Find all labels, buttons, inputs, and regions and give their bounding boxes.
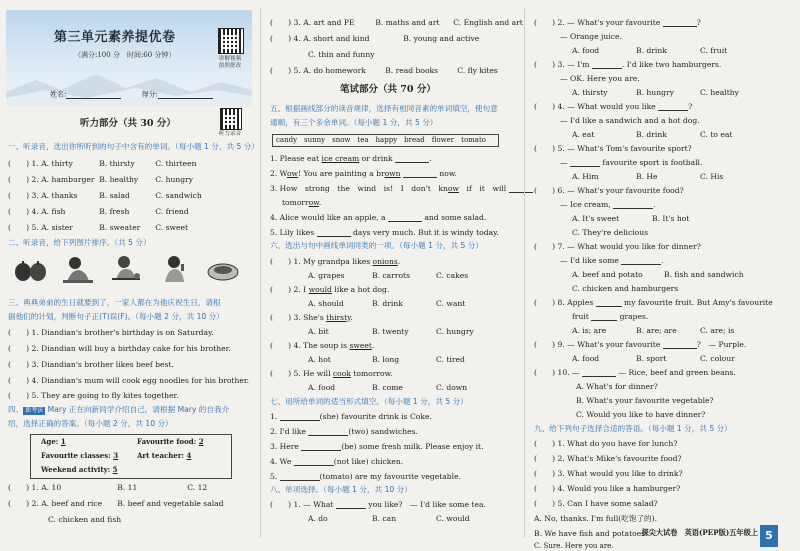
text: . I'd like two hamburgers. <box>621 60 722 69</box>
mary-info-table <box>30 434 232 479</box>
column-divider-2 <box>524 8 525 538</box>
score-blank[interactable] <box>158 90 213 99</box>
text[interactable]: ( ) 4. The soup is <box>270 341 350 350</box>
c2-q4-option-c: C. thin and funny <box>308 50 375 59</box>
text: fruit <box>572 312 592 321</box>
underlined: ice cream <box>321 154 360 163</box>
answer-blank[interactable] <box>621 256 664 265</box>
text: . <box>429 154 432 163</box>
s6-q2 <box>270 285 389 294</box>
underlined: thirsty <box>326 313 351 322</box>
s8-q4-line2: — I'd like a sandwich and a hot dog. <box>560 116 700 125</box>
text: 5. Lily likes <box>270 228 317 237</box>
text: — Rice, beef and green beans. <box>616 368 736 377</box>
food-row <box>137 438 204 447</box>
text: 1. <box>270 412 280 421</box>
s8-q5-options <box>572 172 723 181</box>
option-b: B. 11 <box>117 483 138 492</box>
s9-q4[interactable]: ( ) 4. Would you like a hamburger? <box>534 484 681 493</box>
option-a: A. thanks <box>41 191 78 200</box>
s8-q6[interactable]: ( ) 6. — What's your favourite food? <box>534 186 684 195</box>
section-6-heading: 六、选出与句中画线单词同类的一项。（每小题 1 分，共 5 分） <box>270 241 483 250</box>
text: favourite sport is football. <box>600 158 703 167</box>
section-9-heading: 九、给下列句子选择合适的答语。（每小题 1 分，共 5 分） <box>534 424 732 433</box>
option-c: C. hungry <box>436 327 474 336</box>
s4-q2 <box>8 499 224 508</box>
text: . <box>653 200 656 209</box>
option-c: C. to eat <box>700 130 733 139</box>
option-b: B. fish and sandwich <box>664 270 744 279</box>
text: 4. Alice would like an apple, a <box>270 213 388 222</box>
text: . <box>371 341 375 350</box>
footer-book-title: 探尖大试卷 英语(PEP版)五年级上 <box>641 528 758 537</box>
qr-code-icon[interactable] <box>218 28 244 54</box>
s9-answer-b: B. We have fish and potatoes. <box>534 529 648 538</box>
underlined: onions <box>372 257 398 266</box>
s7-q2 <box>270 427 418 436</box>
underlined: cook <box>332 369 351 378</box>
text[interactable]: ( ) 2. I <box>270 285 309 294</box>
s6-q5-options <box>308 383 467 392</box>
s8-q2-options <box>572 46 727 55</box>
section-5-heading-line1: 五、根据画线部分的读音规律，选择有相同音素的单词填空，使句意 <box>270 104 498 113</box>
page-number: 5 <box>760 525 778 547</box>
teacher-row <box>137 452 191 461</box>
s6-q4 <box>270 341 374 350</box>
new-method-tag: 新考法 <box>25 407 44 414</box>
option-c: C. would <box>436 514 470 523</box>
option-c: C. are; is <box>700 326 735 335</box>
s8-q5[interactable]: ( ) 5. — What's Tom's favourite sport? <box>534 144 692 153</box>
underlined: sweet <box>349 341 372 350</box>
q-num[interactable]: ( ) 3. <box>270 18 301 27</box>
answer-blank[interactable] <box>294 458 334 466</box>
option-a: A. food <box>572 46 600 55</box>
option-c: C. friend <box>155 207 189 216</box>
text[interactable]: ( ) 3. — I'm <box>534 60 592 69</box>
s8-q7[interactable]: ( ) 7. — What would you like for dinner? <box>534 242 701 251</box>
q-num[interactable]: ( ) 2. <box>8 175 39 184</box>
picture-row <box>14 252 240 288</box>
s8-q3 <box>534 60 721 69</box>
option-b: B. sweater <box>99 223 141 232</box>
option-a: A. hot <box>308 355 331 364</box>
s6-q3-options <box>308 327 474 336</box>
s9-q5[interactable]: ( ) 5. Can I have some salad? <box>534 499 658 508</box>
s8-q10-option-b: B. What's your favourite vegetable? <box>576 396 714 405</box>
text[interactable]: ( ) 3. She's <box>270 313 327 322</box>
answer-blank[interactable] <box>403 170 437 178</box>
option-a: A. fish <box>41 207 66 216</box>
text: or drink <box>359 154 396 163</box>
text: — <box>560 158 571 167</box>
option-c: C. cakes <box>436 271 469 280</box>
option-b: B. fresh <box>99 207 130 216</box>
option-c: C. want <box>436 299 466 308</box>
option-a: A. bit <box>308 327 329 336</box>
s8-q1-options <box>308 514 470 523</box>
teacher-label: Art teacher: <box>137 451 185 460</box>
answer-blank[interactable] <box>336 501 366 509</box>
s5-q4 <box>270 213 486 222</box>
listening-part-title: 听力部分（共 30 分） <box>80 118 176 129</box>
option-c: C. 12 <box>187 483 208 492</box>
s7-q1 <box>270 412 432 421</box>
s8-q7-option-c: C. chicken and hamburgers <box>572 284 679 293</box>
s8-q3-line2: — OK. Here you are. <box>560 74 640 83</box>
text[interactable]: ( ) 2. — What's your favourite <box>534 18 663 27</box>
q-num[interactable]: ( ) 3. <box>8 191 39 200</box>
s8-q5-line2 <box>560 158 702 167</box>
q-num[interactable]: ( ) 4. <box>8 207 39 216</box>
option-c: C. down <box>436 383 468 392</box>
s9-q1[interactable]: ( ) 1. What do you have for lunch? <box>534 439 678 448</box>
answer-blank[interactable] <box>280 473 320 481</box>
text: . <box>350 313 353 322</box>
s3-q1: ( ) 1. Diandian's brother's birthday is on Saturday. <box>8 328 214 337</box>
s1-q3 <box>8 191 202 200</box>
name-score-row <box>50 90 231 99</box>
section-1-heading: 一、听录音，选出你所听到的句子中含有的单词。（每小题 1 分，共 5 分） <box>8 142 259 151</box>
answer-blank[interactable] <box>570 159 600 167</box>
option-a: A. eat <box>572 130 595 139</box>
s6-q1-options <box>308 271 468 280</box>
underlined: ow <box>286 169 299 178</box>
s7-q3 <box>270 442 484 451</box>
answer-blank[interactable] <box>613 200 656 209</box>
s1-q1 <box>8 159 197 168</box>
s6-q2-options <box>308 299 465 308</box>
text: 3. How strong the wind is! I don't kn <box>270 184 448 193</box>
q-num[interactable]: ( ) 5. <box>8 223 39 232</box>
option-b: B. young and active <box>403 34 480 43</box>
option-b: B. twenty <box>372 327 409 336</box>
s6-q3 <box>270 313 353 322</box>
sleeping-girl-picture <box>61 252 95 286</box>
q-num[interactable]: ( ) 1. <box>8 483 39 492</box>
option-c: C. thirteen <box>155 159 197 168</box>
s8-q10-option-c: C. Would you like to have dinner? <box>576 410 706 419</box>
text: ? — Purple. <box>696 340 747 349</box>
header-banner <box>6 10 252 106</box>
s9-q2[interactable]: ( ) 2. What's Mike's favourite food? <box>534 454 682 463</box>
text: (she) favourite drink is Coke. <box>319 412 432 421</box>
text: 2. W <box>270 169 287 178</box>
s9-q3[interactable]: ( ) 3. What would you like to drink? <box>534 469 683 478</box>
s5-q5 <box>270 228 499 237</box>
s8-q2 <box>534 18 701 27</box>
teacher-blank: 4 <box>186 451 192 460</box>
answer-blank[interactable] <box>280 413 320 421</box>
s8-q3-options <box>572 88 739 97</box>
text: — Ice cream, <box>560 200 614 209</box>
text: ! You are painting a br <box>298 169 385 178</box>
s8-q4-options <box>572 130 732 139</box>
classes-row <box>41 452 118 461</box>
option-b: B. are; are <box>636 326 677 335</box>
text: (not like) chicken. <box>333 457 404 466</box>
option-c: C. tired <box>436 355 465 364</box>
s8-q4 <box>534 102 692 111</box>
text: (be) some fresh milk. Please enjoy it. <box>341 442 484 451</box>
food-label: Favourite food: <box>137 437 197 446</box>
answer-blank[interactable] <box>582 369 616 377</box>
drinking-girl-picture <box>157 252 191 286</box>
mountain-decoration <box>6 66 252 106</box>
text[interactable]: ( ) 10. — <box>534 368 583 377</box>
s5-q3-line2 <box>282 198 321 207</box>
option-c: C. fruit <box>700 46 728 55</box>
option-c: C. sweet <box>155 223 189 232</box>
answer-blank[interactable] <box>596 299 622 307</box>
c2-q4 <box>270 34 479 43</box>
q-num[interactable]: ( ) 2. <box>8 499 39 508</box>
classes-label: Favourite classes: <box>41 451 111 460</box>
underlined: ow <box>308 198 319 207</box>
s3-q5: ( ) 5. They are going to fly kites together. <box>8 391 179 400</box>
section-4-heading-line1 <box>8 405 229 415</box>
text: grapes. <box>617 312 649 321</box>
exam-title: 第三单元素养提优卷 <box>54 30 176 45</box>
option-a: A. Him <box>572 172 599 181</box>
s4-q2-option-c: C. chicken and fish <box>48 515 122 524</box>
s1-q2 <box>8 175 193 184</box>
qr-caption: 讲解视频 拍照批改 <box>218 56 242 69</box>
s8-q2-line2: — Orange juice. <box>560 32 622 41</box>
section-3-heading-line2: 据他们的计划，判断句子正(T)误(F)。（每小题 2 分，共 10 分） <box>8 312 224 321</box>
option-a: A. It's sweet <box>572 214 620 223</box>
section-3-heading-line1: 三、典典弟弟的生日就要到了，一家人都在为他庆祝生日，请根 <box>8 298 221 307</box>
text: . <box>318 198 322 207</box>
s8-q6-line2 <box>560 200 656 209</box>
option-c: C. healthy <box>700 88 739 97</box>
section-2-heading: 二、听录音，给下列图片排序。（共 5 分） <box>8 238 151 247</box>
q-num[interactable]: ( ) 1. <box>8 159 39 168</box>
option-c: C. His <box>700 172 724 181</box>
c2-q3 <box>270 18 523 27</box>
option-b: B. drink <box>636 46 667 55</box>
text: 2. I'd like <box>270 427 309 436</box>
option-b: B. thirsty <box>99 159 135 168</box>
s7-q4 <box>270 457 403 466</box>
s8-q9-options <box>572 354 735 363</box>
option-b: B. healthy <box>99 175 139 184</box>
option-a: A. art and PE <box>303 18 355 27</box>
s8-q10-option-a: A. What's for dinner? <box>576 382 658 391</box>
underlined: ow <box>447 184 459 193</box>
s3-q2: ( ) 2. Diandian will buy a birthday cake for his brother. <box>8 344 231 353</box>
name-blank[interactable] <box>66 90 121 99</box>
s8-q9 <box>534 340 746 349</box>
text[interactable]: ( ) 1. My grandpa likes <box>270 257 373 266</box>
answer-blank[interactable] <box>317 229 351 237</box>
text: . <box>397 257 401 266</box>
name-label: 姓名: <box>50 90 67 99</box>
s5-q1 <box>270 154 432 163</box>
option-b: B. drink <box>372 299 403 308</box>
s1-q5 <box>8 223 188 232</box>
option-a: A. hamburger <box>41 175 95 184</box>
writing-part-title: 笔试部分（共 70 分） <box>340 84 436 95</box>
text: days very much. But it is windy today. <box>350 228 499 237</box>
food-blank: 2 <box>198 437 204 446</box>
text: tomorrow. <box>350 369 393 378</box>
text: ? <box>688 102 693 111</box>
s1-q4 <box>8 207 189 216</box>
section-4-heading-text: Mary 正在向新同学介绍自己，请根据 Mary 的自我介 <box>45 405 230 414</box>
text: (two) sandwiches. <box>348 427 418 436</box>
s6-q5 <box>270 369 393 378</box>
classes-blank: 3 <box>113 451 119 460</box>
text: 4. We <box>270 457 294 466</box>
exam-subtitle: （满分:100 分 时间:60 分钟） <box>74 51 176 59</box>
answer-blank[interactable] <box>308 428 348 436</box>
text: . <box>661 256 664 265</box>
text: my favourite fruit. But Amy's favourite <box>621 298 773 307</box>
text: ? <box>696 18 701 27</box>
s8-q1 <box>270 500 486 509</box>
option-b: B. carrots <box>372 271 410 280</box>
option-a: A. do homework <box>303 66 366 75</box>
answer-blank[interactable] <box>395 154 432 163</box>
answer-blank[interactable] <box>663 341 697 349</box>
answer-blank[interactable] <box>509 185 533 193</box>
text: like a hot dog. <box>331 285 390 294</box>
option-b: B. read books <box>385 66 439 75</box>
q-num[interactable]: ( ) 5. <box>270 66 301 75</box>
underlined: own <box>384 169 401 178</box>
age-row <box>41 438 66 447</box>
s6-q1 <box>270 257 400 266</box>
option-b: B. long <box>372 355 400 364</box>
option-c: C. English and art <box>453 18 523 27</box>
text[interactable]: ( ) 5. He will <box>270 369 333 378</box>
activity-label: Weekend activity: <box>41 465 111 474</box>
s6-q4-options <box>308 355 465 364</box>
text[interactable]: ( ) 4. — What would you like <box>534 102 659 111</box>
text: if it will <box>458 184 507 193</box>
section-4-heading-line2: 绍，选择正确的答案。（每小题 2 分，共 10 分） <box>8 419 173 428</box>
s5-q3 <box>270 184 533 193</box>
activity-row <box>41 466 118 475</box>
text[interactable]: ( ) 1. — What <box>270 500 336 509</box>
option-c: C. colour <box>700 354 735 363</box>
option-b: B. beef and vegetable salad <box>117 499 224 508</box>
c2-q5 <box>270 66 498 75</box>
text[interactable]: ( ) 9. — What's your favourite <box>534 340 663 349</box>
text[interactable]: ( ) 8. Apples <box>534 298 596 307</box>
s8-q6-options <box>572 214 689 223</box>
s4-q1 <box>8 483 207 492</box>
underlined: would <box>308 285 332 294</box>
option-b: B. maths and art <box>375 18 440 27</box>
s9-answer-c: C. Sure. Here you are. <box>534 542 614 550</box>
answer-blank[interactable] <box>388 214 422 222</box>
option-a: A. grapes <box>308 271 345 280</box>
option-a: A. food <box>308 383 336 392</box>
activity-blank: 5 <box>112 465 118 474</box>
s8-q6-option-c: C. They're delicious <box>572 228 648 237</box>
text: (tomato) are my favourite vegetable. <box>319 472 461 481</box>
option-b: B. salad <box>99 191 130 200</box>
text: — I'd like some <box>560 256 622 265</box>
column-divider-1 <box>260 8 261 538</box>
s9-answer-a: A. No, thanks. I'm full(吃饱了的). <box>534 514 658 523</box>
text: tomorr <box>282 198 309 207</box>
score-label: 得分: <box>141 90 158 99</box>
option-a: A. beef and potato <box>572 270 643 279</box>
text: 3. Here <box>270 442 302 451</box>
option-b: B. It's hot <box>652 214 690 223</box>
option-a: A. food <box>572 354 600 363</box>
meal-plate-picture <box>206 252 240 286</box>
s8-q7-options <box>572 270 744 279</box>
option-b: B. He <box>636 172 658 181</box>
s8-q8-line2 <box>572 312 648 321</box>
answer-blank[interactable] <box>663 19 697 27</box>
option-b: B. drink <box>636 130 667 139</box>
option-a: A. thirsty <box>572 88 608 97</box>
word-bank-box: candy sunny snow tea happy bread flower tomato <box>272 134 499 147</box>
option-a: A. do <box>308 514 328 523</box>
s8-q8 <box>534 298 773 307</box>
option-c: C. fly kites <box>457 66 498 75</box>
option-a: A. beef and rice <box>41 499 103 508</box>
text: now. <box>436 169 457 178</box>
option-b: B. hungry <box>636 88 674 97</box>
option-c: C. hungry <box>155 175 194 184</box>
option-a: A. short and kind <box>303 34 370 43</box>
listening-qr-icon[interactable] <box>220 108 242 130</box>
q-num[interactable]: ( ) 4. <box>270 34 301 43</box>
text: you like? — I'd like some tea. <box>365 500 486 509</box>
s3-q4: ( ) 4. Diandian's mum will cook egg noodles for his brother. <box>8 376 250 385</box>
food-picture <box>14 252 48 286</box>
answer-blank[interactable] <box>301 443 341 451</box>
section-4-prefix: 四、 <box>8 405 24 414</box>
text: 1. Please eat <box>270 154 322 163</box>
s7-q5 <box>270 472 461 481</box>
s5-q2 <box>270 169 457 178</box>
option-a: A. should <box>308 299 344 308</box>
section-8-heading: 八、单项选择。（每小题 1 分，共 10 分） <box>270 485 412 494</box>
s8-q10 <box>534 368 736 377</box>
age-blank: 1 <box>60 437 66 446</box>
text: 5. <box>270 472 280 481</box>
option-b: B. can <box>372 514 397 523</box>
listening-qr-caption: 听力录音 <box>218 131 242 137</box>
section-5-heading-line2: 通顺，有三个多余单词。（每小题 1 分，共 5 分） <box>270 118 438 127</box>
age-label: Age: <box>41 437 59 446</box>
option-a: A. is; are <box>572 326 607 335</box>
option-b: B. come <box>372 383 403 392</box>
option-a: A. thirty <box>41 159 73 168</box>
s3-q3: ( ) 3. Diandian's brother likes beef best. <box>8 360 174 369</box>
option-a: A. 10 <box>41 483 62 492</box>
section-7-heading: 七、用所给单词的适当形式填空。（每小题 1 分，共 5 分） <box>270 397 468 406</box>
s8-q8-options <box>572 326 734 335</box>
option-b: B. sport <box>636 354 667 363</box>
answer-blank[interactable] <box>658 103 688 111</box>
s8-q7-line2 <box>560 256 664 265</box>
option-a: A. sister <box>41 223 73 232</box>
option-c: C. sandwich <box>155 191 202 200</box>
answer-blank[interactable] <box>591 313 617 321</box>
text: and some salad. <box>421 213 487 222</box>
eating-boy-picture <box>109 252 143 286</box>
answer-blank[interactable] <box>592 61 622 69</box>
